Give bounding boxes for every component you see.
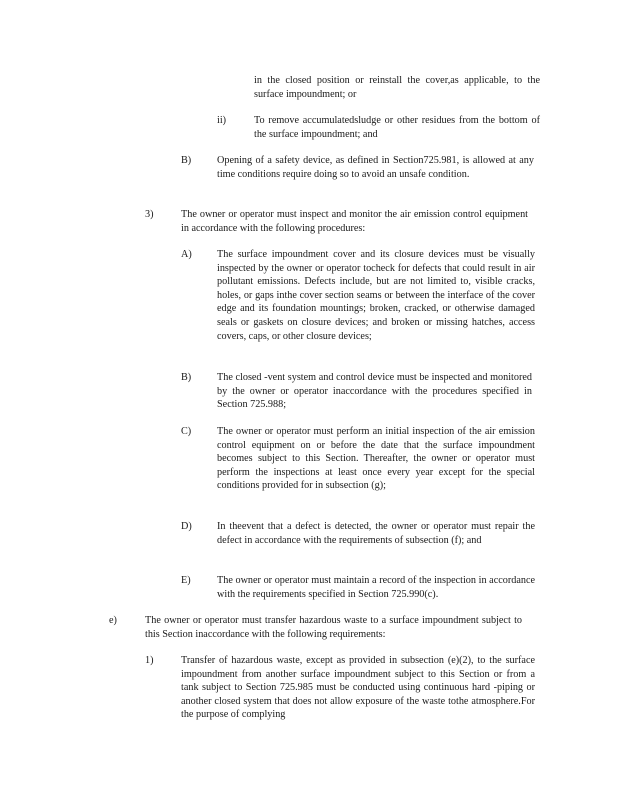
item-e-label: e): [109, 615, 117, 626]
item-3a-text: The surface impoundment cover and its closure devices must be visually inspected by the owner or operator tocheck for defects that could result in air pollutant emissions. Defects include, but are not limited to, visible cracks, holes, or gaps inthe cover section seams or between the interface of the cover edge and its foundation mountings; broken, cracked, or otherwise damaged seals or gaskets on closure devices; and broken or missing hatches, access covers, caps, or other closure devices;: [217, 249, 535, 342]
item-3e-label: E): [181, 575, 191, 586]
continuation-text: in the closed position or reinstall the cover,as applicable, to the surface impoundment; or: [254, 75, 540, 100]
item-3c-text: The owner or operator must perform an initial inspection of the air emission control equipment on or before the date that the surface impoundment becomes subject to this Section. Thereafter, the owner or operator must perform the inspections at least once every year except for the special conditions provided for in subsection (g);: [217, 426, 535, 492]
item-3-text: The owner or operator must inspect and monitor the air emission control equipment in accordance with the following procedures:: [181, 209, 528, 234]
item-e1-label: 1): [145, 655, 154, 666]
item-3b-label: B): [181, 372, 192, 383]
item-3e-text: The owner or operator must maintain a record of the inspection in accordance with the requirements specified in Section 725.990(c).: [217, 575, 535, 600]
item-3d-text: In theevent that a defect is detected, the owner or operator must repair the defect in accordance with the requirements of subsection (f); and: [217, 521, 535, 546]
item-b-safety-device-label: B): [181, 155, 192, 166]
item-ii-label: ii): [217, 115, 227, 126]
item-b-safety-device-text: Opening of a safety device, as defined in Section725.981, is allowed at any time conditions require doing so to avoid an unsafe condition.: [217, 155, 534, 180]
item-3c-label: C): [181, 426, 192, 437]
item-e1-text: Transfer of hazardous waste, except as provided in subsection (e)(2), to the surface impoundment from another surface impoundment subject to this Section or from a tank subject to Section 725.985 must be conducted using continuous hard -piping or another closed system that does not allow exposure of the waste tothe atmosphere.For the purpose of complying: [181, 655, 535, 721]
item-ii-text: To remove accumulatedsludge or other residues from the bottom of the surface impoundment; and: [254, 115, 540, 140]
item-3a-label: A): [181, 249, 192, 260]
item-e-text: The owner or operator must transfer hazardous waste to a surface impoundment subject to this Section inaccordance with the following requirements:: [145, 615, 522, 640]
item-3-label: 3): [145, 209, 154, 220]
item-3b-text: The closed -vent system and control device must be inspected and monitored by the owner or operator inaccordance with the procedures specified in Section 725.988;: [217, 372, 532, 411]
item-3d-label: D): [181, 521, 192, 532]
